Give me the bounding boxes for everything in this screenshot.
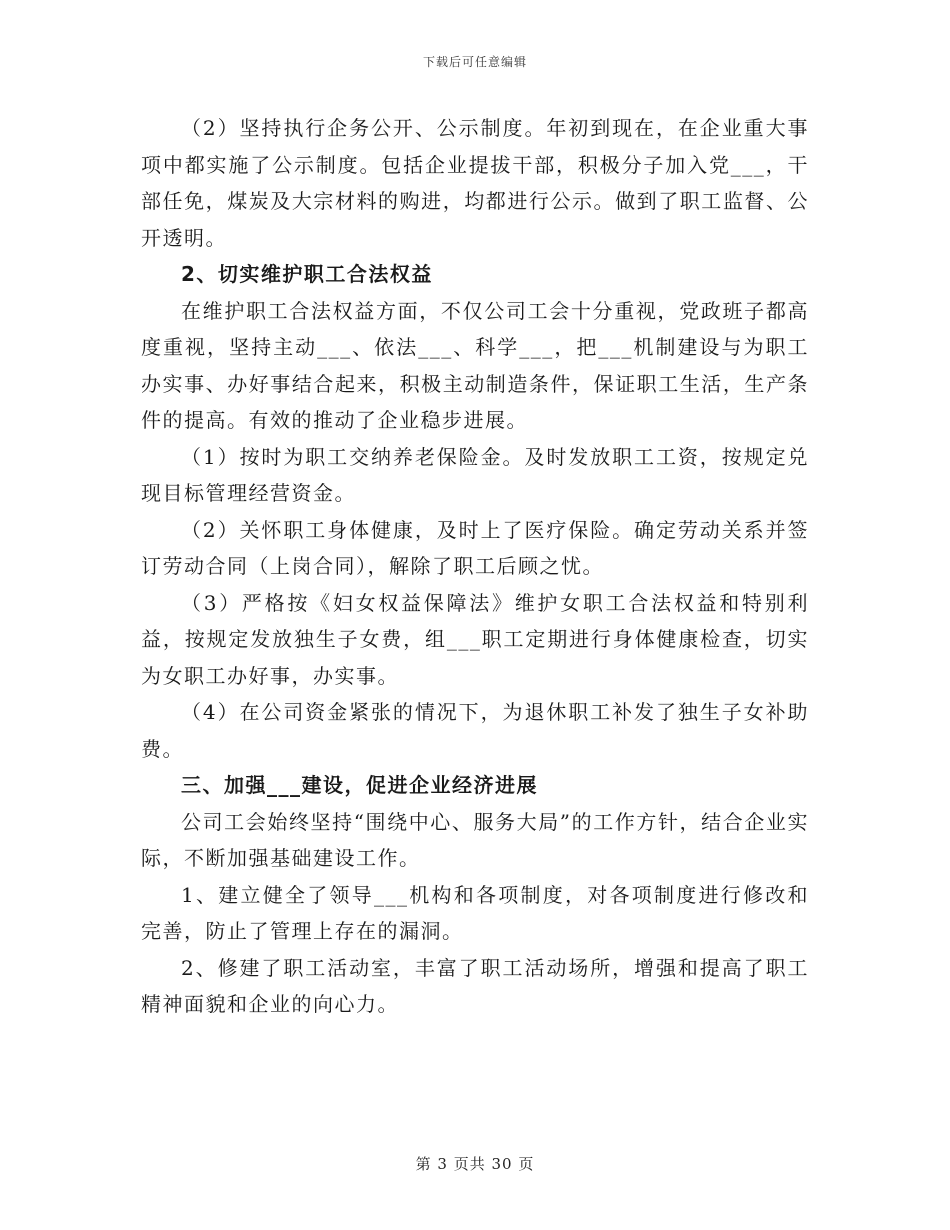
paragraph-union-policy: 公司工会始终坚持“围绕中心、服务大局”的工作方针，结合企业实际，不断加强基础建设工作。 xyxy=(141,809,809,870)
page-header: 下载后可任意编辑 xyxy=(422,55,527,69)
document-body xyxy=(141,110,809,1023)
page-number: 第 3 页共 30 页 xyxy=(415,1155,535,1173)
paragraph-leadership: 1、建立健全了领导___机构和各项制度，对各项制度进行修改和完善，防止了管理上存在的漏洞。 xyxy=(141,882,809,943)
section-heading-worker-rights: 2、切实维护职工合法权益 xyxy=(181,262,433,286)
paragraph-public-disclosure: （2）坚持执行企务公开、公示制度。年初到现在，在企业重大事项中都实施了公示制度。包括企业提拔干部，积极分子加入党___，干部任免，煤炭及大宗材料的购进，均都进行公示。做到了职工监督、公开透明。 xyxy=(141,116,809,250)
paragraph-retirees: （4）在公司资金紧张的情况下，为退休职工补发了独生子女补助费。 xyxy=(141,700,809,761)
paragraph-activity-room: 2、修建了职工活动室，丰富了职工活动场所，增强和提高了职工精神面貌和企业的向心力。 xyxy=(141,955,809,1016)
paragraph-women-rights: （3）严格按《妇女权益保障法》维护女职工合法权益和特别利益，按规定发放独生子女费，组___职工定期进行身体健康检查，切实为女职工办好事，办实事。 xyxy=(141,590,809,688)
paragraph-health: （2）关怀职工身体健康，及时上了医疗保险。确定劳动关系并签订劳动合同（上岗合同），解除了职工后顾之忧。 xyxy=(141,517,809,578)
paragraph-worker-rights: 在维护职工合法权益方面，不仅公司工会十分重视，党政班子都高度重视，坚持主动___、依法___、科学___，把___机制建设与为职工办实事、办好事结合起来，积极主动制造条件，保证职工生活，生产条件的提高。有效的推动了企业稳步进展。 xyxy=(141,298,809,432)
paragraph-pension: （1）按时为职工交纳养老保险金。及时发放职工工资，按规定兑现目标管理经营资金。 xyxy=(141,444,809,505)
section-heading-construction: 三、加强___建设，促进企业经济进展 xyxy=(181,773,538,797)
